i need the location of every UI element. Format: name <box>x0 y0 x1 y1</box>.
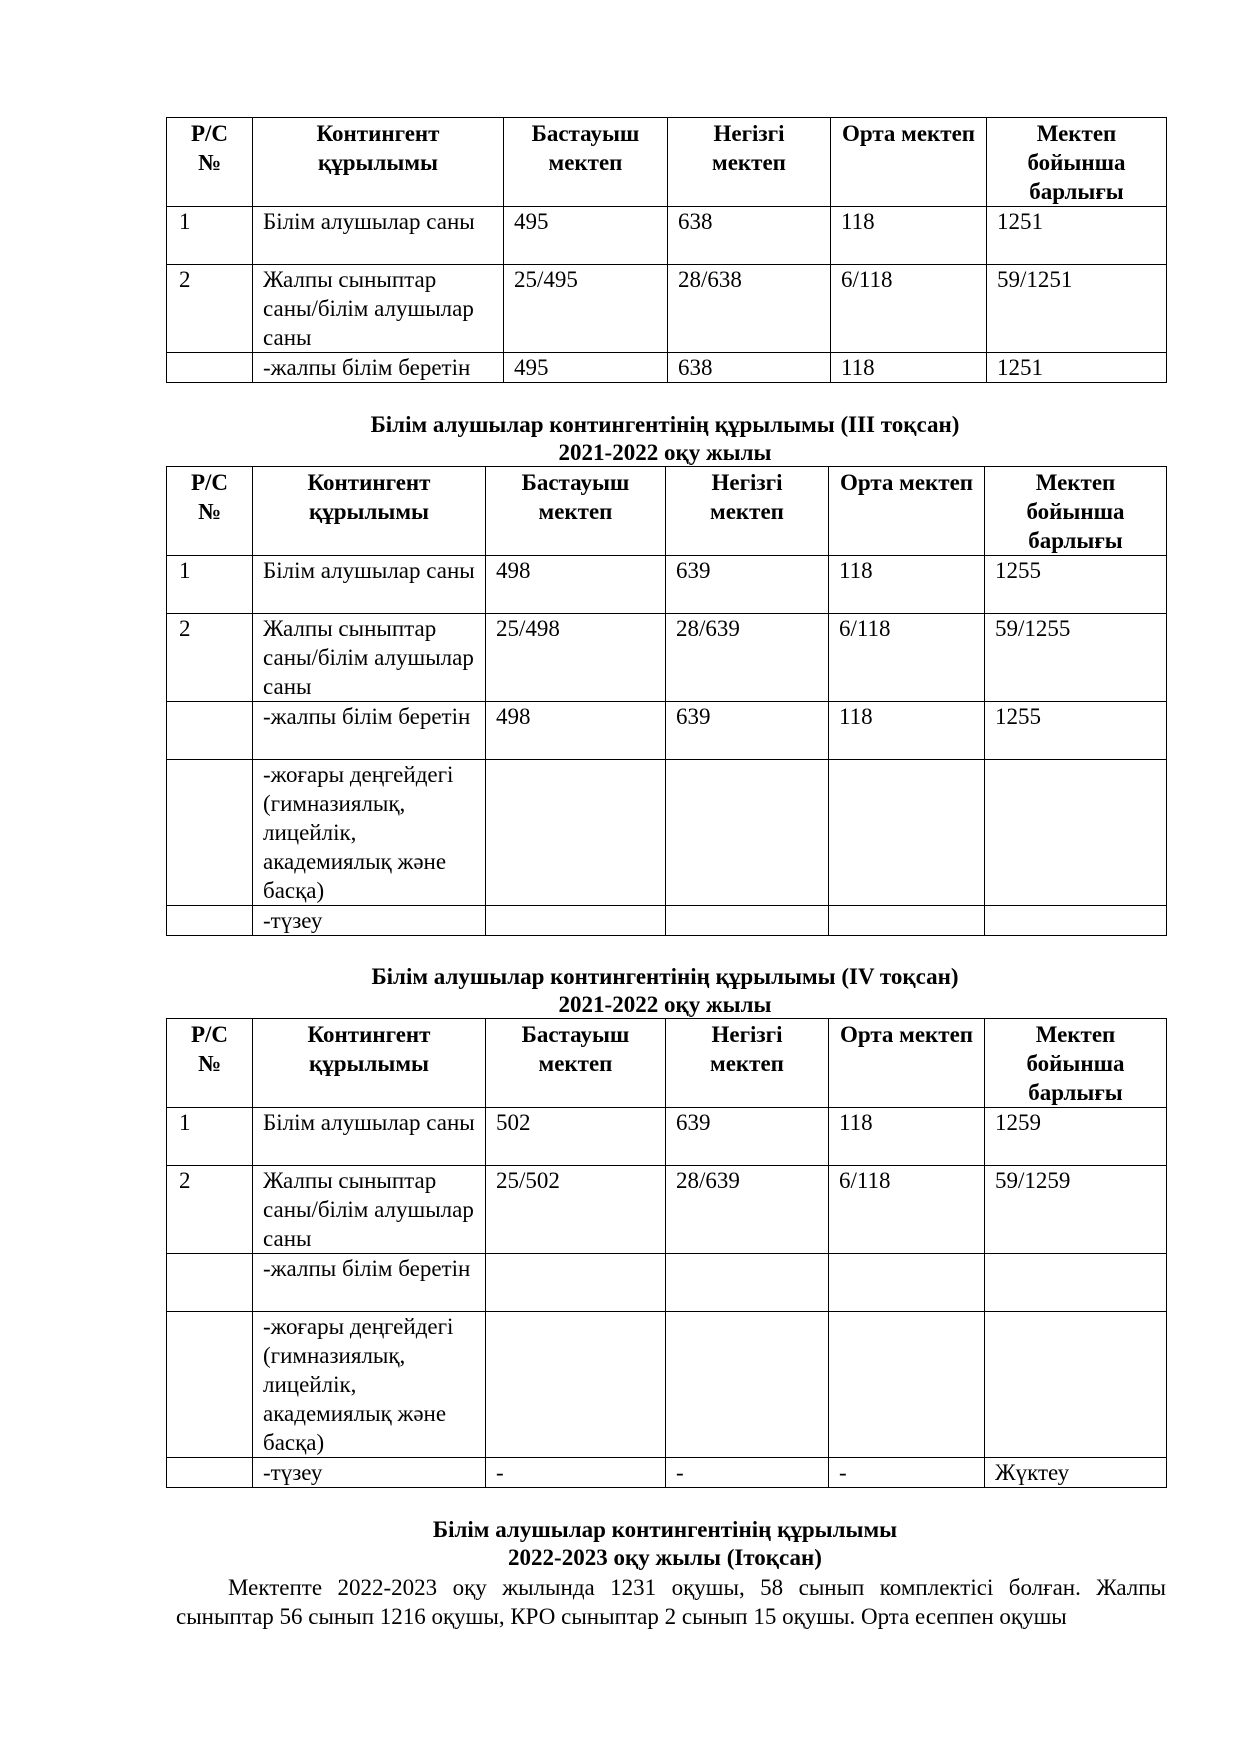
cell: 1259 <box>985 1108 1167 1166</box>
cell: 1 <box>167 556 253 614</box>
cell: 118 <box>831 207 987 265</box>
cell: Білім алушылар саны <box>253 556 486 614</box>
table-row <box>167 207 1167 265</box>
cell: Білім алушылар саны <box>253 1108 486 1166</box>
cell <box>167 1254 253 1312</box>
cell <box>985 1254 1167 1312</box>
cell <box>829 1312 985 1458</box>
cell: 6/118 <box>829 614 985 702</box>
table-row <box>167 906 1167 936</box>
header-basic: Негізгі мектеп <box>666 1019 829 1108</box>
cell: 1255 <box>985 556 1167 614</box>
contingent-table-1 <box>166 117 1167 383</box>
cell <box>486 1254 666 1312</box>
cell <box>167 1458 253 1488</box>
cell: -жалпы білім беретін <box>253 353 504 383</box>
cell: - <box>666 1458 829 1488</box>
cell: Жүктеу <box>985 1458 1167 1488</box>
header-total: Мектеп бойынша барлығы <box>985 467 1167 556</box>
cell: 498 <box>486 556 666 614</box>
cell: 59/1259 <box>985 1166 1167 1254</box>
cell: -жалпы білім беретін <box>253 702 486 760</box>
cell: 498 <box>486 702 666 760</box>
cell: 1 <box>167 207 253 265</box>
header-row <box>167 467 1167 556</box>
cell: 1255 <box>985 702 1167 760</box>
cell: 1 <box>167 1108 253 1166</box>
caption-line-2: 2021-2022 оқу жылы <box>558 440 772 465</box>
header-primary: Бастауыш мектеп <box>504 118 668 207</box>
cell <box>167 1312 253 1458</box>
cell: 118 <box>829 556 985 614</box>
cell: 495 <box>504 207 668 265</box>
cell <box>167 906 253 936</box>
cell: 6/118 <box>829 1166 985 1254</box>
cell: 1251 <box>987 353 1167 383</box>
header-contingent: Контингент құрылымы <box>253 467 486 556</box>
header-basic: Негізгі мектеп <box>668 118 831 207</box>
cell: 25/498 <box>486 614 666 702</box>
cell: 2 <box>167 265 253 353</box>
header-total: Мектеп бойынша барлығы <box>987 118 1167 207</box>
cell: 25/495 <box>504 265 668 353</box>
table-row <box>167 614 1167 702</box>
cell: -жалпы білім беретін <box>253 1254 486 1312</box>
cell: Жалпы сыныптар саны/білім алушылар саны <box>253 1166 486 1254</box>
header-primary: Бастауыш мектеп <box>486 467 666 556</box>
header-primary: Бастауыш мектеп <box>486 1019 666 1108</box>
cell <box>829 906 985 936</box>
table-row <box>167 1108 1167 1166</box>
table-row <box>167 353 1167 383</box>
cell: 25/502 <box>486 1166 666 1254</box>
cell: - <box>829 1458 985 1488</box>
header-row <box>167 118 1167 207</box>
header-total: Мектеп бойынша барлығы <box>985 1019 1167 1108</box>
cell: -түзеу <box>253 906 486 936</box>
table-row <box>167 1254 1167 1312</box>
cell <box>486 906 666 936</box>
cell <box>486 1312 666 1458</box>
cell: 118 <box>829 702 985 760</box>
header-contingent: Контингент құрылымы <box>253 1019 486 1108</box>
table-row <box>167 556 1167 614</box>
section-title-line-2: 2022-2023 оқу жылы (Ітоқсан) <box>508 1545 822 1570</box>
contingent-table-3 <box>166 1018 1167 1488</box>
cell <box>666 1312 829 1458</box>
section-4-title <box>0 1516 1240 1572</box>
cell: 6/118 <box>831 265 987 353</box>
header-secondary: Орта мектеп <box>831 118 987 207</box>
cell: 639 <box>666 1108 829 1166</box>
cell: 28/638 <box>668 265 831 353</box>
table-row <box>167 702 1167 760</box>
cell <box>666 760 829 906</box>
cell: 118 <box>829 1108 985 1166</box>
cell: 495 <box>504 353 668 383</box>
cell: 1251 <box>987 207 1167 265</box>
header-secondary: Орта мектеп <box>829 467 985 556</box>
cell: 639 <box>666 702 829 760</box>
section-4-paragraph <box>176 1573 1166 1631</box>
header-rc: Р/С № <box>167 467 253 556</box>
cell: 59/1251 <box>987 265 1167 353</box>
contingent-table-2 <box>166 466 1167 936</box>
cell: 59/1255 <box>985 614 1167 702</box>
cell: Жалпы сыныптар саны/білім алушылар саны <box>253 614 486 702</box>
cell <box>666 906 829 936</box>
cell: -жоғары деңгейдегі (гимназиялық, лицейлік, академиялық және басқа) <box>253 760 486 906</box>
header-rc: Р/С № <box>167 118 253 207</box>
cell <box>167 353 253 383</box>
paragraph-text: Мектепте 2022-2023 оқу жылында 1231 оқушы, 58 сынып комплектісі болған. Жалпы сыныптар 56 сынып 1216 оқушы, КРО сыныптар 2 сынып 15 оқушы. Орта есеппен оқушы <box>176 1575 1166 1629</box>
table-row <box>167 265 1167 353</box>
cell <box>666 1254 829 1312</box>
cell: 118 <box>831 353 987 383</box>
cell: -түзеу <box>253 1458 486 1488</box>
table-row <box>167 1312 1167 1458</box>
cell: 639 <box>666 556 829 614</box>
header-row <box>167 1019 1167 1108</box>
table-row <box>167 1458 1167 1488</box>
table-row <box>167 1166 1167 1254</box>
section-title-line-1: Білім алушылар контингентінің құрылымы <box>432 1517 898 1542</box>
cell <box>985 1312 1167 1458</box>
cell <box>167 702 253 760</box>
cell: 2 <box>167 1166 253 1254</box>
cell: 28/639 <box>666 614 829 702</box>
cell: 28/639 <box>666 1166 829 1254</box>
header-secondary: Орта мектеп <box>829 1019 985 1108</box>
table-row <box>167 760 1167 906</box>
cell <box>829 1254 985 1312</box>
cell <box>486 760 666 906</box>
cell <box>829 760 985 906</box>
cell: 638 <box>668 207 831 265</box>
cell: -жоғары деңгейдегі (гимназиялық, лицейлік, академиялық және басқа) <box>253 1312 486 1458</box>
table-3-caption <box>0 963 1240 1019</box>
header-rc: Р/С № <box>167 1019 253 1108</box>
cell: 502 <box>486 1108 666 1166</box>
caption-line-2: 2021-2022 оқу жылы <box>558 992 772 1017</box>
cell: - <box>486 1458 666 1488</box>
header-basic: Негізгі мектеп <box>666 467 829 556</box>
cell: 2 <box>167 614 253 702</box>
table-2-caption <box>0 411 1240 467</box>
caption-line-1: Білім алушылар контингентінің құрылымы (ІV тоқсан) <box>371 964 959 989</box>
cell <box>167 760 253 906</box>
cell: Білім алушылар саны <box>253 207 504 265</box>
cell: Жалпы сыныптар саны/білім алушылар саны <box>253 265 504 353</box>
header-contingent: Контингент құрылымы <box>253 118 504 207</box>
cell <box>985 760 1167 906</box>
caption-line-1: Білім алушылар контингентінің құрылымы (ІІІ тоқсан) <box>370 412 960 437</box>
cell <box>985 906 1167 936</box>
cell: 638 <box>668 353 831 383</box>
